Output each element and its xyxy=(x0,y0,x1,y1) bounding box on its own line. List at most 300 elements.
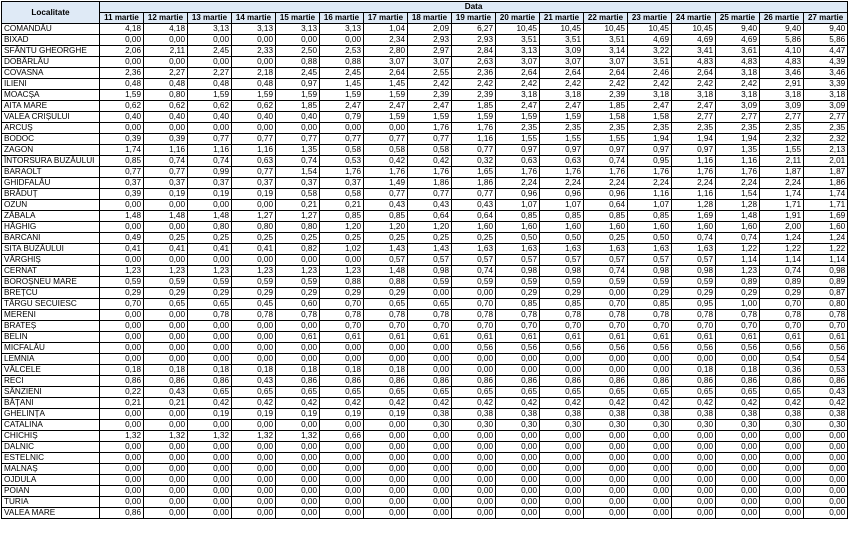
value-cell: 1,74 xyxy=(100,145,144,156)
value-cell: 1,85 xyxy=(276,101,320,112)
value-cell: 0,00 xyxy=(804,453,848,464)
locality-name-cell: AITA MARE xyxy=(2,101,100,112)
value-cell: 0,00 xyxy=(364,497,408,508)
locality-name-cell: LEMNIA xyxy=(2,354,100,365)
table-row xyxy=(2,442,848,453)
value-cell: 10,45 xyxy=(540,24,584,35)
value-cell: 0,29 xyxy=(716,288,760,299)
value-cell: 0,70 xyxy=(100,299,144,310)
value-cell: 0,25 xyxy=(144,233,188,244)
value-cell: 0,00 xyxy=(804,497,848,508)
value-cell: 0,00 xyxy=(320,255,364,266)
value-cell: 0,61 xyxy=(540,332,584,343)
value-cell: 0,00 xyxy=(276,321,320,332)
value-cell: 0,00 xyxy=(144,453,188,464)
value-cell: 0,86 xyxy=(496,376,540,387)
value-cell: 0,57 xyxy=(364,255,408,266)
value-cell: 0,00 xyxy=(320,497,364,508)
value-cell: 0,00 xyxy=(672,354,716,365)
value-cell: 0,00 xyxy=(188,57,232,68)
value-cell: 0,00 xyxy=(540,365,584,376)
value-cell: 0,00 xyxy=(100,310,144,321)
value-cell: 0,00 xyxy=(408,475,452,486)
value-cell: 0,96 xyxy=(584,189,628,200)
value-cell: 4,69 xyxy=(672,35,716,46)
locality-name-cell: MICFALĂU xyxy=(2,343,100,354)
locality-name-cell: BELIN xyxy=(2,332,100,343)
value-cell: 1,94 xyxy=(716,134,760,145)
table-row xyxy=(2,365,848,376)
value-cell: 0,62 xyxy=(188,101,232,112)
date-header-cell: 21 martie xyxy=(540,13,584,24)
value-cell: 0,42 xyxy=(452,398,496,409)
value-cell: 0,00 xyxy=(276,35,320,46)
value-cell: 0,77 xyxy=(452,145,496,156)
value-cell: 2,35 xyxy=(760,123,804,134)
value-cell: 1,87 xyxy=(760,167,804,178)
value-cell: 0,00 xyxy=(496,442,540,453)
value-cell: 3,18 xyxy=(760,90,804,101)
table-row xyxy=(2,24,848,35)
value-cell: 0,00 xyxy=(408,354,452,365)
date-group-header: Data xyxy=(100,2,848,13)
value-cell: 0,29 xyxy=(276,288,320,299)
value-cell: 1,20 xyxy=(408,222,452,233)
value-cell: 0,00 xyxy=(716,354,760,365)
value-cell: 4,47 xyxy=(804,46,848,57)
value-cell: 0,78 xyxy=(628,310,672,321)
value-cell: 0,70 xyxy=(320,299,364,310)
value-cell: 0,00 xyxy=(364,343,408,354)
value-cell: 3,18 xyxy=(672,90,716,101)
value-cell: 0,78 xyxy=(496,310,540,321)
value-cell: 0,00 xyxy=(232,464,276,475)
value-cell: 0,77 xyxy=(100,167,144,178)
value-cell: 0,00 xyxy=(452,354,496,365)
value-cell: 2,93 xyxy=(452,35,496,46)
locality-name-cell: TÂRGU SECUIESC xyxy=(2,299,100,310)
table-row xyxy=(2,277,848,288)
value-cell: 10,45 xyxy=(584,24,628,35)
value-cell: 0,00 xyxy=(232,486,276,497)
value-cell: 0,00 xyxy=(584,354,628,365)
value-cell: 0,41 xyxy=(100,244,144,255)
value-cell: 0,38 xyxy=(760,409,804,420)
value-cell: 4,83 xyxy=(716,57,760,68)
value-cell: 2,45 xyxy=(320,68,364,79)
table-row xyxy=(2,244,848,255)
value-cell: 0,00 xyxy=(672,497,716,508)
value-cell: 0,00 xyxy=(628,453,672,464)
value-cell: 0,42 xyxy=(716,398,760,409)
locality-name-cell: RECI xyxy=(2,376,100,387)
value-cell: 0,00 xyxy=(716,442,760,453)
value-cell: 1,55 xyxy=(496,134,540,145)
value-cell: 1,94 xyxy=(672,134,716,145)
value-cell: 1,76 xyxy=(672,167,716,178)
value-cell: 2,09 xyxy=(408,24,452,35)
value-cell: 0,00 xyxy=(672,453,716,464)
value-cell: 0,42 xyxy=(188,398,232,409)
value-cell: 0,00 xyxy=(584,508,628,519)
value-cell: 0,00 xyxy=(628,508,672,519)
value-cell: 0,59 xyxy=(628,277,672,288)
value-cell: 1,07 xyxy=(540,200,584,211)
value-cell: 0,00 xyxy=(276,343,320,354)
value-cell: 0,00 xyxy=(100,453,144,464)
value-cell: 0,00 xyxy=(144,409,188,420)
value-cell: 0,00 xyxy=(672,475,716,486)
value-cell: 1,28 xyxy=(672,200,716,211)
value-cell: 1,76 xyxy=(452,123,496,134)
value-cell: 0,74 xyxy=(672,233,716,244)
locality-name-cell: SÂNZIENI xyxy=(2,387,100,398)
value-cell: 1,16 xyxy=(716,156,760,167)
value-cell: 0,48 xyxy=(232,79,276,90)
table-row xyxy=(2,35,848,46)
value-cell: 0,97 xyxy=(628,145,672,156)
date-header-cell: 12 martie xyxy=(144,13,188,24)
value-cell: 0,86 xyxy=(452,376,496,387)
value-cell: 0,85 xyxy=(540,299,584,310)
value-cell: 0,95 xyxy=(628,156,672,167)
table-row xyxy=(2,321,848,332)
value-cell: 1,54 xyxy=(716,189,760,200)
value-cell: 1,94 xyxy=(628,134,672,145)
value-cell: 0,78 xyxy=(408,310,452,321)
value-cell: 0,00 xyxy=(452,486,496,497)
value-cell: 0,00 xyxy=(188,200,232,211)
value-cell: 2,34 xyxy=(364,35,408,46)
value-cell: 0,61 xyxy=(320,332,364,343)
locality-name-cell: VÂRGHIȘ xyxy=(2,255,100,266)
value-cell: 0,00 xyxy=(804,464,848,475)
locality-name-cell: OZUN xyxy=(2,200,100,211)
value-cell: 0,00 xyxy=(496,354,540,365)
value-cell: 0,37 xyxy=(276,178,320,189)
value-cell: 2,39 xyxy=(452,90,496,101)
value-cell: 0,98 xyxy=(408,266,452,277)
value-cell: 0,86 xyxy=(584,376,628,387)
value-cell: 3,51 xyxy=(584,35,628,46)
value-cell: 0,29 xyxy=(628,288,672,299)
value-cell: 0,56 xyxy=(584,343,628,354)
value-cell: 0,00 xyxy=(144,497,188,508)
value-cell: 0,61 xyxy=(452,332,496,343)
value-cell: 0,00 xyxy=(144,222,188,233)
value-cell: 0,00 xyxy=(364,420,408,431)
value-cell: 0,77 xyxy=(364,134,408,145)
value-cell: 0,37 xyxy=(232,178,276,189)
value-cell: 0,85 xyxy=(364,211,408,222)
table-row xyxy=(2,178,848,189)
value-cell: 0,74 xyxy=(188,156,232,167)
value-cell: 1,32 xyxy=(232,431,276,442)
value-cell: 0,57 xyxy=(584,255,628,266)
value-cell: 0,00 xyxy=(628,464,672,475)
table-row xyxy=(2,57,848,68)
value-cell: 3,07 xyxy=(496,57,540,68)
value-cell: 0,19 xyxy=(276,409,320,420)
value-cell: 0,00 xyxy=(276,255,320,266)
value-cell: 0,41 xyxy=(188,244,232,255)
value-cell: 0,00 xyxy=(276,508,320,519)
value-cell: 0,62 xyxy=(100,101,144,112)
value-cell: 0,38 xyxy=(584,409,628,420)
value-cell: 1,65 xyxy=(452,167,496,178)
value-cell: 1,59 xyxy=(452,112,496,123)
value-cell: 0,00 xyxy=(716,431,760,442)
value-cell: 0,00 xyxy=(144,310,188,321)
value-cell: 0,60 xyxy=(276,299,320,310)
value-cell: 1,59 xyxy=(540,112,584,123)
value-cell: 0,00 xyxy=(540,508,584,519)
value-cell: 2,35 xyxy=(672,123,716,134)
value-cell: 1,00 xyxy=(716,299,760,310)
value-cell: 1,71 xyxy=(760,200,804,211)
value-cell: 0,00 xyxy=(276,475,320,486)
value-cell: 0,59 xyxy=(100,277,144,288)
value-cell: 2,64 xyxy=(496,68,540,79)
value-cell: 0,57 xyxy=(628,255,672,266)
value-cell: 0,85 xyxy=(496,299,540,310)
value-cell: 0,61 xyxy=(716,332,760,343)
value-cell: 3,22 xyxy=(628,46,672,57)
value-cell: 1,48 xyxy=(188,211,232,222)
value-cell: 0,53 xyxy=(804,365,848,376)
value-cell: 0,65 xyxy=(188,387,232,398)
value-cell: 1,35 xyxy=(716,145,760,156)
value-cell: 1,63 xyxy=(584,244,628,255)
value-cell: 2,35 xyxy=(716,123,760,134)
value-cell: 0,00 xyxy=(496,486,540,497)
value-cell: 0,50 xyxy=(496,233,540,244)
table-row xyxy=(2,420,848,431)
value-cell: 0,00 xyxy=(232,321,276,332)
value-cell: 3,07 xyxy=(408,57,452,68)
value-cell: 1,16 xyxy=(672,156,716,167)
locality-name-cell: GHIDFALĂU xyxy=(2,178,100,189)
header-row-group xyxy=(2,2,848,13)
value-cell: 3,13 xyxy=(320,24,364,35)
value-cell: 2,91 xyxy=(760,79,804,90)
value-cell: 1,23 xyxy=(320,266,364,277)
value-cell: 0,59 xyxy=(276,277,320,288)
value-cell: 0,70 xyxy=(760,299,804,310)
value-cell: 0,00 xyxy=(320,508,364,519)
value-cell: 1,07 xyxy=(496,200,540,211)
value-cell: 2,24 xyxy=(760,178,804,189)
value-cell: 0,18 xyxy=(320,365,364,376)
value-cell: 0,00 xyxy=(540,464,584,475)
value-cell: 4,10 xyxy=(760,46,804,57)
value-cell: 0,00 xyxy=(320,354,364,365)
value-cell: 0,30 xyxy=(540,420,584,431)
value-cell: 0,00 xyxy=(144,486,188,497)
value-cell: 0,56 xyxy=(496,343,540,354)
value-cell: 0,63 xyxy=(540,156,584,167)
value-cell: 0,00 xyxy=(408,288,452,299)
value-cell: 0,00 xyxy=(496,365,540,376)
value-cell: 2,47 xyxy=(628,101,672,112)
value-cell: 3,51 xyxy=(496,35,540,46)
value-cell: 0,00 xyxy=(452,453,496,464)
value-cell: 9,40 xyxy=(804,24,848,35)
value-cell: 0,65 xyxy=(364,299,408,310)
incidence-table xyxy=(1,1,848,519)
value-cell: 0,70 xyxy=(320,321,364,332)
value-cell: 0,00 xyxy=(540,497,584,508)
value-cell: 2,47 xyxy=(496,101,540,112)
value-cell: 0,22 xyxy=(100,387,144,398)
value-cell: 0,65 xyxy=(452,387,496,398)
value-cell: 0,88 xyxy=(276,57,320,68)
value-cell: 0,21 xyxy=(276,200,320,211)
value-cell: 4,69 xyxy=(716,35,760,46)
value-cell: 1,85 xyxy=(584,101,628,112)
value-cell: 0,78 xyxy=(232,310,276,321)
value-cell: 0,65 xyxy=(408,387,452,398)
value-cell: 0,00 xyxy=(232,255,276,266)
value-cell: 0,00 xyxy=(232,332,276,343)
value-cell: 0,00 xyxy=(452,497,496,508)
value-cell: 0,00 xyxy=(144,420,188,431)
locality-name-cell: CHICHIȘ xyxy=(2,431,100,442)
value-cell: 0,25 xyxy=(320,233,364,244)
value-cell: 0,70 xyxy=(452,321,496,332)
value-cell: 0,58 xyxy=(364,145,408,156)
value-cell: 0,00 xyxy=(232,35,276,46)
value-cell: 0,89 xyxy=(760,277,804,288)
value-cell: 0,37 xyxy=(144,178,188,189)
value-cell: 0,00 xyxy=(628,431,672,442)
value-cell: 0,00 xyxy=(100,57,144,68)
value-cell: 0,65 xyxy=(320,387,364,398)
value-cell: 0,00 xyxy=(144,200,188,211)
value-cell: 0,00 xyxy=(100,409,144,420)
value-cell: 1,59 xyxy=(408,112,452,123)
date-header-cell: 14 martie xyxy=(232,13,276,24)
value-cell: 0,00 xyxy=(760,508,804,519)
value-cell: 2,63 xyxy=(452,57,496,68)
table-row xyxy=(2,354,848,365)
date-header-row xyxy=(2,13,848,24)
value-cell: 0,00 xyxy=(408,497,452,508)
value-cell: 0,00 xyxy=(144,343,188,354)
value-cell: 0,00 xyxy=(760,497,804,508)
value-cell: 0,39 xyxy=(144,134,188,145)
value-cell: 0,00 xyxy=(408,486,452,497)
value-cell: 1,76 xyxy=(408,123,452,134)
value-cell: 0,86 xyxy=(760,376,804,387)
value-cell: 2,77 xyxy=(760,112,804,123)
value-cell: 0,00 xyxy=(144,57,188,68)
value-cell: 0,65 xyxy=(628,387,672,398)
value-cell: 0,00 xyxy=(452,464,496,475)
value-cell: 3,13 xyxy=(188,24,232,35)
value-cell: 2,42 xyxy=(408,79,452,90)
value-cell: 0,18 xyxy=(144,365,188,376)
value-cell: 0,41 xyxy=(232,244,276,255)
value-cell: 0,48 xyxy=(188,79,232,90)
value-cell: 1,24 xyxy=(804,233,848,244)
value-cell: 1,60 xyxy=(672,222,716,233)
value-cell: 1,63 xyxy=(452,244,496,255)
value-cell: 5,86 xyxy=(760,35,804,46)
value-cell: 0,00 xyxy=(364,354,408,365)
value-cell: 0,00 xyxy=(628,486,672,497)
value-cell: 1,48 xyxy=(364,266,408,277)
value-cell: 0,58 xyxy=(276,189,320,200)
value-cell: 0,61 xyxy=(584,332,628,343)
value-cell: 1,76 xyxy=(496,167,540,178)
value-cell: 0,00 xyxy=(144,321,188,332)
value-cell: 0,70 xyxy=(584,321,628,332)
value-cell: 0,54 xyxy=(760,354,804,365)
value-cell: 1,32 xyxy=(144,431,188,442)
value-cell: 1,04 xyxy=(364,24,408,35)
value-cell: 1,60 xyxy=(628,222,672,233)
value-cell: 0,70 xyxy=(496,321,540,332)
value-cell: 2,42 xyxy=(628,79,672,90)
value-cell: 0,30 xyxy=(452,420,496,431)
value-cell: 0,00 xyxy=(584,464,628,475)
value-cell: 0,74 xyxy=(716,233,760,244)
value-cell: 0,00 xyxy=(188,508,232,519)
value-cell: 2,24 xyxy=(584,178,628,189)
value-cell: 0,98 xyxy=(672,266,716,277)
value-cell: 0,97 xyxy=(540,145,584,156)
value-cell: 1,35 xyxy=(276,145,320,156)
value-cell: 0,00 xyxy=(496,431,540,442)
locality-name-cell: BODOC xyxy=(2,134,100,145)
value-cell: 1,32 xyxy=(100,431,144,442)
table-row xyxy=(2,222,848,233)
value-cell: 0,38 xyxy=(496,409,540,420)
table-row xyxy=(2,387,848,398)
value-cell: 0,97 xyxy=(276,79,320,90)
value-cell: 3,39 xyxy=(804,79,848,90)
value-cell: 0,78 xyxy=(584,310,628,321)
value-cell: 0,00 xyxy=(276,420,320,431)
value-cell: 0,00 xyxy=(100,497,144,508)
value-cell: 2,35 xyxy=(628,123,672,134)
value-cell: 0,00 xyxy=(716,486,760,497)
value-cell: 0,00 xyxy=(100,486,144,497)
value-cell: 0,98 xyxy=(628,266,672,277)
value-cell: 0,74 xyxy=(584,266,628,277)
value-cell: 0,00 xyxy=(144,354,188,365)
value-cell: 0,00 xyxy=(540,442,584,453)
locality-name-cell: ILIENI xyxy=(2,79,100,90)
value-cell: 0,78 xyxy=(188,310,232,321)
value-cell: 3,14 xyxy=(584,46,628,57)
value-cell: 0,42 xyxy=(320,398,364,409)
value-cell: 0,00 xyxy=(320,453,364,464)
value-cell: 2,42 xyxy=(672,79,716,90)
value-cell: 0,42 xyxy=(672,398,716,409)
value-cell: 3,18 xyxy=(804,90,848,101)
value-cell: 0,98 xyxy=(804,266,848,277)
value-cell: 0,80 xyxy=(232,222,276,233)
value-cell: 0,30 xyxy=(672,420,716,431)
value-cell: 0,59 xyxy=(496,277,540,288)
value-cell: 0,42 xyxy=(540,398,584,409)
value-cell: 0,00 xyxy=(452,288,496,299)
value-cell: 0,18 xyxy=(100,365,144,376)
value-cell: 0,00 xyxy=(408,508,452,519)
value-cell: 0,00 xyxy=(452,431,496,442)
